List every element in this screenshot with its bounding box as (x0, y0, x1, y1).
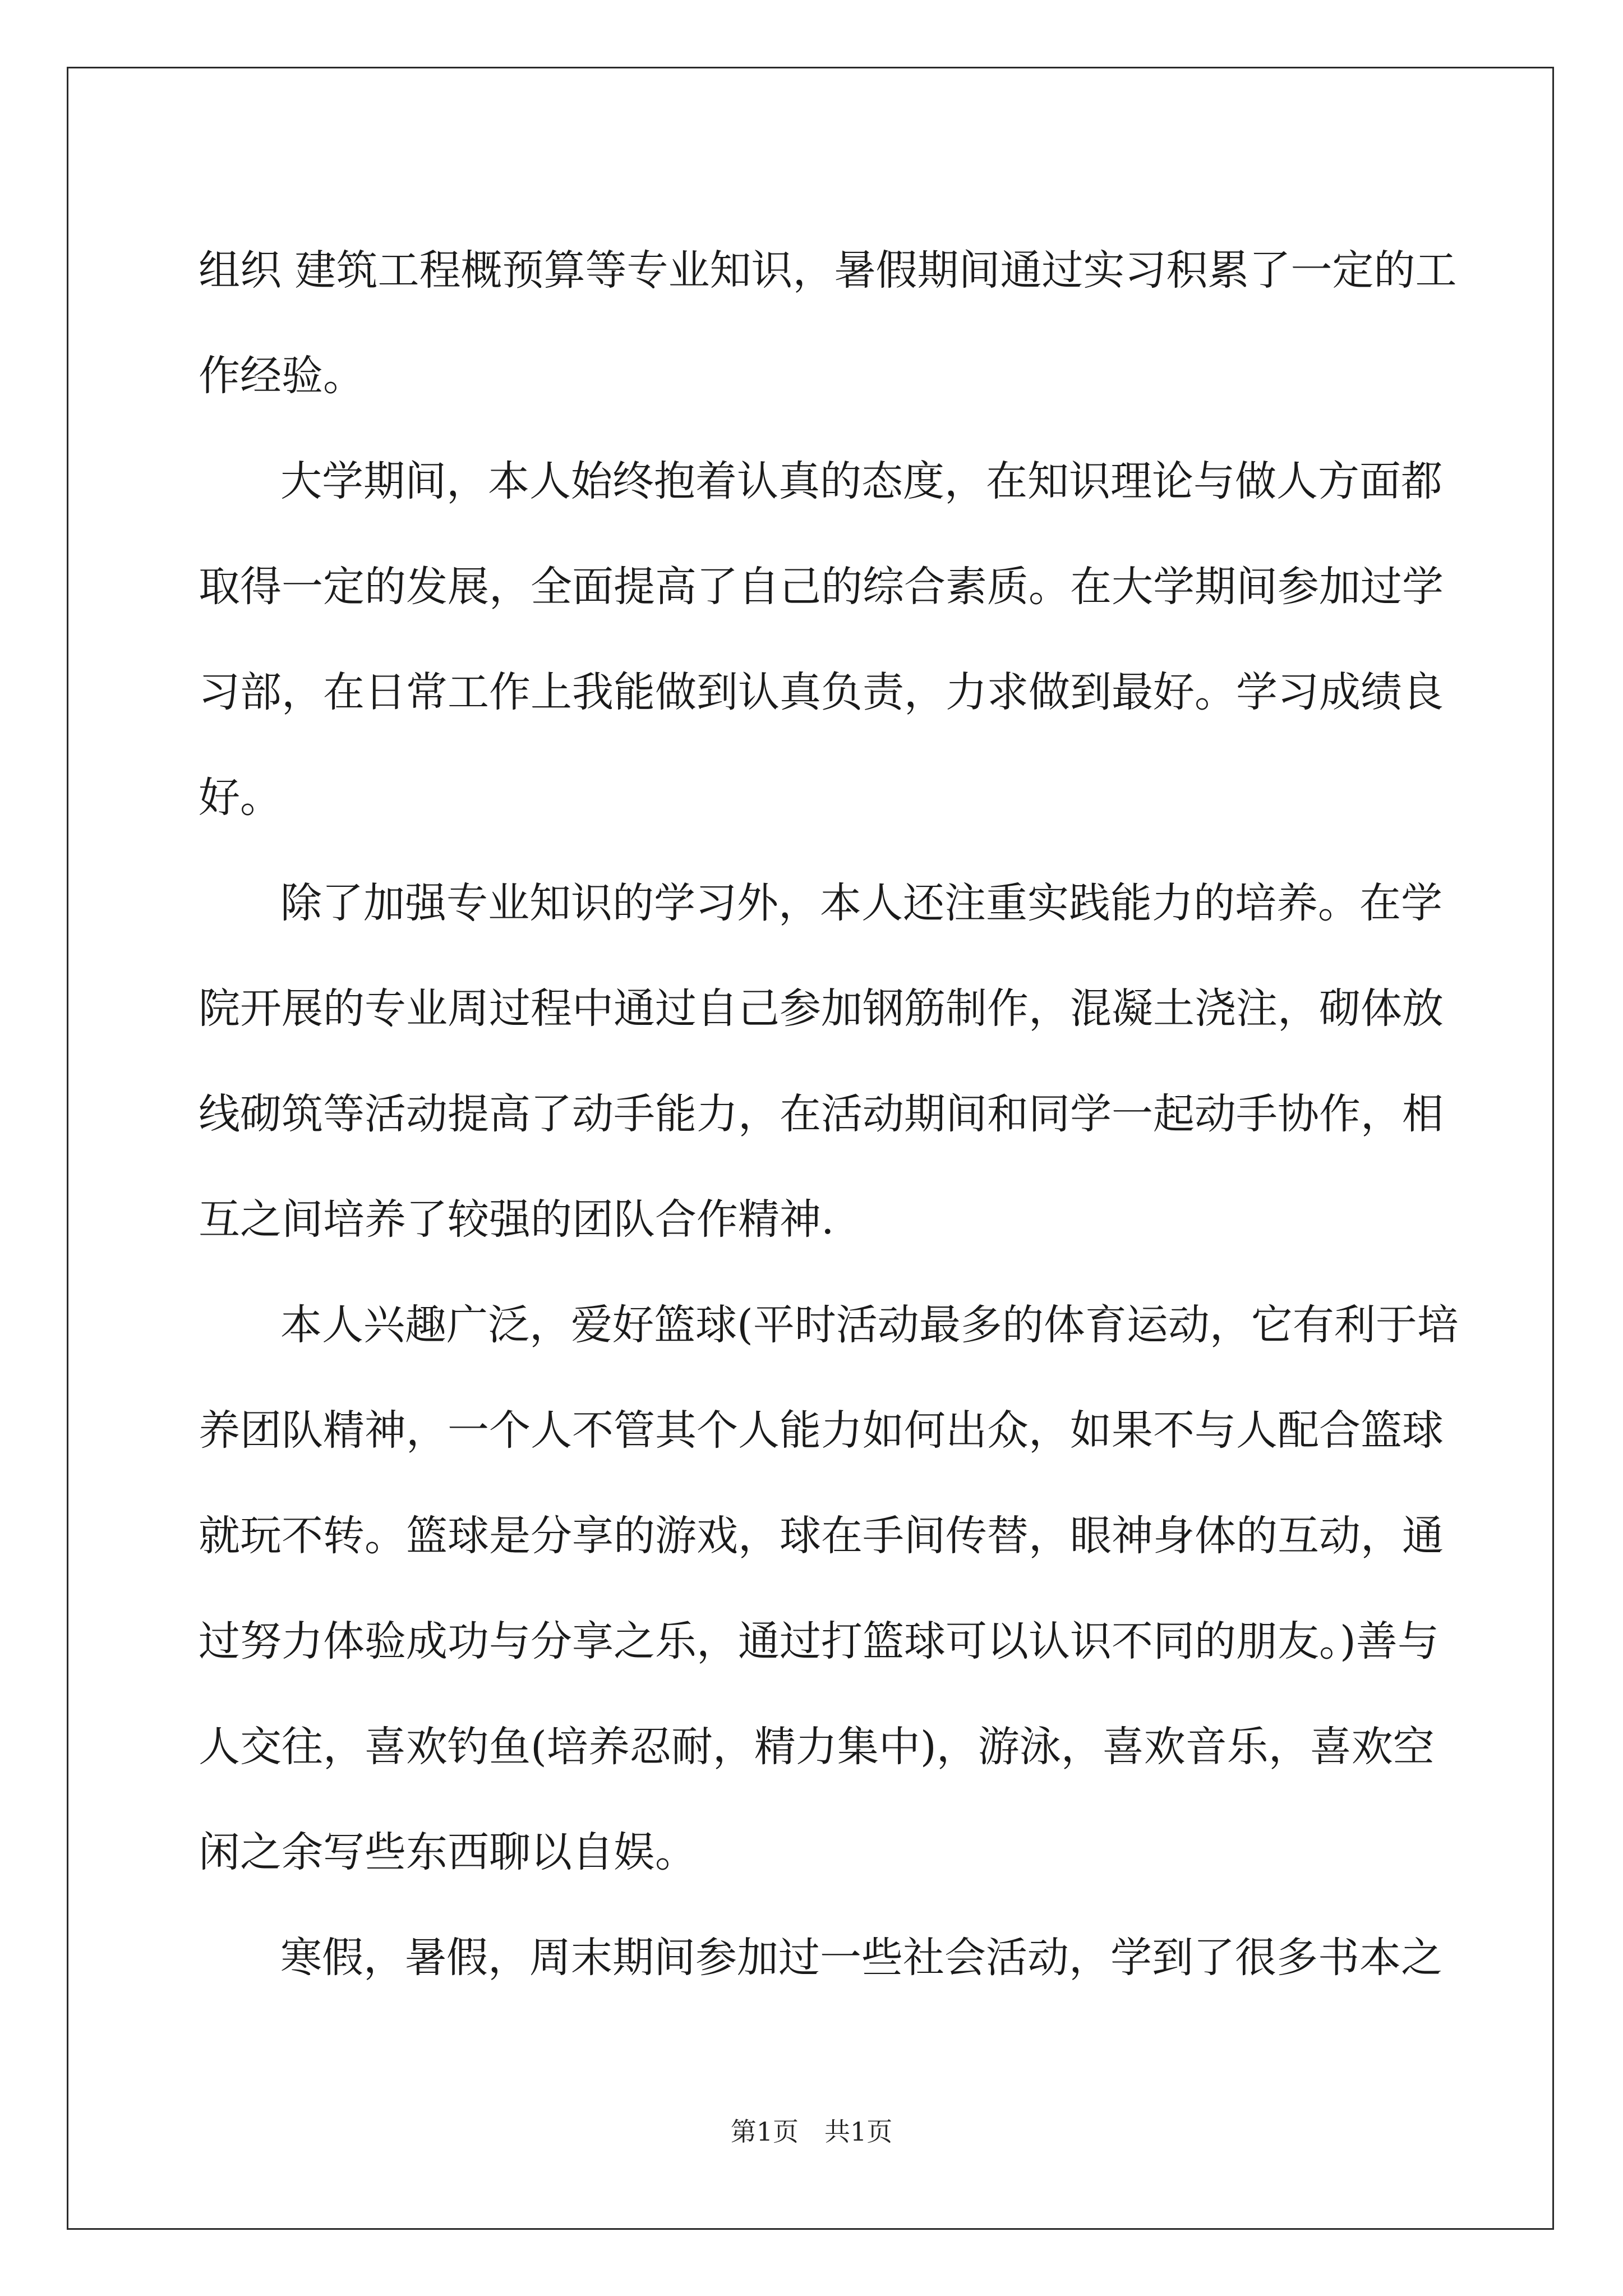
text-line: 寒假，暑假，周末期间参加过一些社会活动，学到了很多书本之 (280, 1934, 1442, 1982)
text-line: 互之间培养了较强的团队合作精神. (199, 1195, 834, 1244)
text-line: 过努力体验成功与分享之乐，通过打篮球可以认识不同的朋友。)善与 (199, 1617, 1439, 1665)
text-line: 养团队精神，一个人不管其个人能力如何出众，如果不与人配合篮球 (199, 1406, 1444, 1455)
document-body (199, 218, 1459, 2010)
text-line: 就玩不转。篮球是分享的游戏，球在手间传替，眼神身体的互动，通 (199, 1512, 1444, 1560)
text-line: 好。 (199, 774, 282, 822)
text-line: 本人兴趣广泛，爱好篮球(平时活动最多的体育运动，它有利于培 (280, 1301, 1459, 1349)
text-line: 取得一定的发展，全面提高了自己的综合素质。在大学期间参加过学 (199, 563, 1444, 611)
text-line: 组织 建筑工程概预算等专业知识，暑假期间通过实习积累了一定的工 (199, 246, 1457, 295)
text-line: 人交往，喜欢钓鱼(培养忍耐，精力集中)，游泳，喜欢音乐，喜欢空 (199, 1723, 1435, 1771)
page-footer: 第1页 共1页 (730, 2116, 893, 2147)
text-line: 院开展的专业周过程中通过自己参加钢筋制作，混凝土浇注，砌体放 (199, 984, 1444, 1033)
text-line: 线砌筑等活动提高了动手能力，在活动期间和同学一起动手协作，相 (199, 1090, 1444, 1138)
text-line: 大学期间，本人始终抱着认真的态度，在知识理论与做人方面都 (280, 457, 1442, 505)
text-line: 除了加强专业知识的学习外，本人还注重实践能力的培养。在学 (280, 879, 1442, 927)
text-line: 作经验。 (199, 352, 365, 400)
text-line: 习部，在日常工作上我能做到认真负责，力求做到最好。学习成绩良 (199, 668, 1444, 716)
text-line: 闲之余写些东西聊以自娱。 (199, 1828, 697, 1876)
